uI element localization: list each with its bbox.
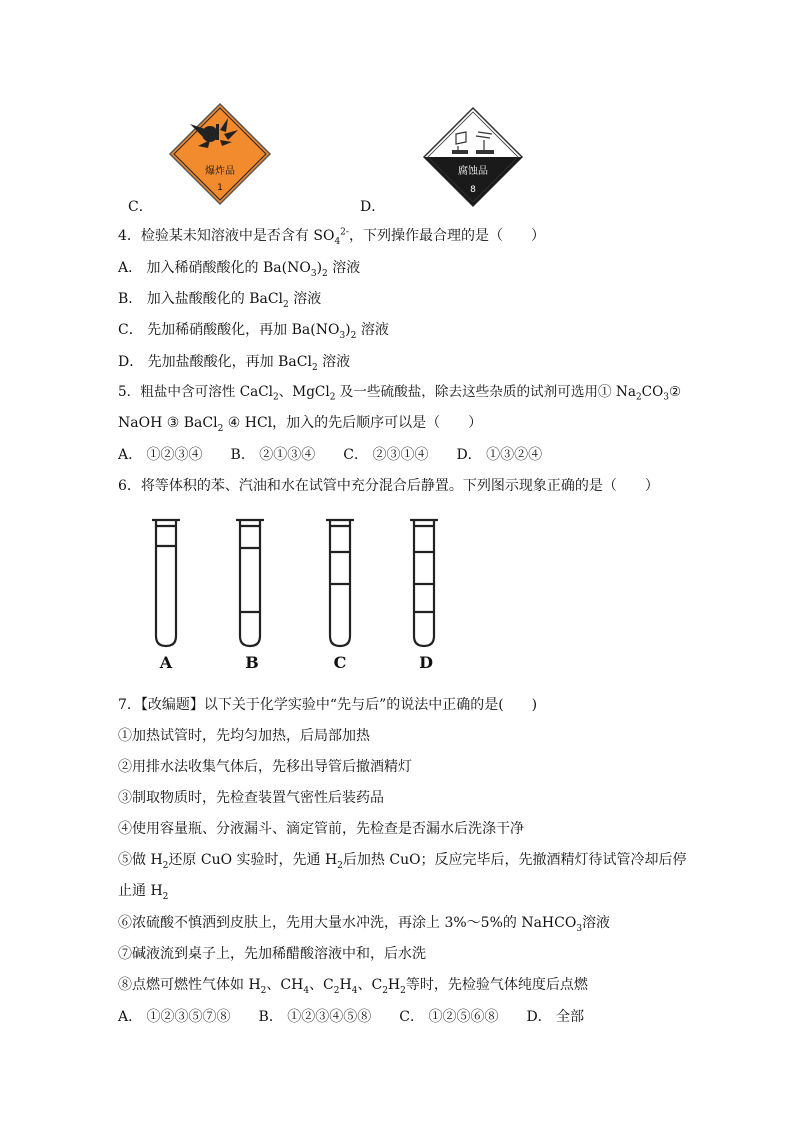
q4-stem-text-end: ，下列操作最合理的是（ ） — [348, 228, 545, 244]
q6-stem: 6．将等体积的苯、汽油和水在试管中充分混合后静置。下列图示现象正确的是（ ） — [118, 478, 659, 494]
q5-l1-s2: 2 — [329, 392, 336, 403]
tube-label-c: C — [333, 653, 347, 672]
q4-d-sub: 2 — [311, 362, 318, 373]
q4-c-paren: ) — [345, 322, 351, 338]
option-d-label: D． — [360, 199, 386, 215]
q5-l2-a: NaOH ③ BaCl — [118, 415, 218, 431]
q7-item-8 — [118, 975, 588, 995]
tube-label-b: B — [245, 653, 259, 672]
q4-a-end: 溶液 — [327, 260, 361, 276]
q4-option-c — [118, 320, 389, 340]
corrosive-sign-icon — [422, 106, 524, 208]
tube-b — [236, 520, 264, 646]
q7-i8-g: 等时，先检验气体纯度后点燃 — [405, 977, 588, 993]
q7-i5-s1: 2 — [162, 860, 169, 871]
q7-i5b-a: 止通 H — [118, 883, 163, 899]
q5-l2-b: ④ HCl，加入的先后顺序可以是（ ） — [223, 415, 483, 431]
q5-stem-line1 — [118, 382, 681, 402]
q7-item-5 — [118, 850, 687, 870]
q5-l1-a: 5．粗盐中含可溶性 CaCl — [118, 384, 273, 400]
q7-i8-s1: 2 — [260, 985, 267, 996]
q7-i8-a: ⑧点燃可燃性气体如 H — [118, 977, 261, 993]
q7-i8-e: 、C — [357, 977, 383, 993]
q7-item-7: ⑦碱液流到桌子上，先加稀醋酸溶液中和，后水洗 — [118, 946, 426, 962]
q4-b-text: B． 加入盐酸酸化的 BaCl — [118, 291, 284, 307]
q7-i8-s5: 2 — [382, 985, 388, 996]
q7-i5-a: ⑤做 H — [118, 852, 163, 868]
tube-label-d: D — [419, 653, 433, 672]
q4-stem-text: 4．检验某未知溶液中是否含有 SO — [118, 228, 335, 244]
q7-i8-s3: 2 — [333, 985, 340, 996]
q5-l2-s1: 2 — [217, 423, 224, 434]
q7-i5-c: 后加热 CuO；反应完毕后，先撤酒精灯待试管冷却后停 — [342, 852, 687, 868]
q4-c-sub2: 2 — [350, 330, 357, 341]
test-tubes-figure — [140, 516, 460, 672]
q7-item-2: ②用排水法收集气体后，先移出导管后撤酒精灯 — [118, 759, 412, 775]
q7-i8-s6: 2 — [400, 985, 406, 996]
q7-options: A． ①②③⑤⑦⑧ B． ①②③④⑤⑧ C． ①②⑤⑥⑧ D． 全部 — [118, 1009, 585, 1025]
q5-l1-s1: 2 — [272, 392, 279, 403]
q7-i8-s4: 4 — [351, 985, 358, 996]
q5-l1-e: ② — [668, 384, 682, 400]
q5-options: A． ①②③④ B． ②①③④ C． ②③①④ D． ①③②④ — [118, 447, 543, 463]
q7-i5-b: 还原 CuO 实验时，先通 H — [168, 852, 338, 868]
test-tubes-svg — [140, 516, 460, 672]
q7-i8-c: 、C — [309, 977, 334, 993]
q5-l1-b: 、MgCl — [278, 384, 330, 400]
q7-i6-s1: 3 — [576, 923, 583, 934]
q4-b-sub: 2 — [283, 299, 289, 310]
q4-a-sub2: 2 — [322, 268, 328, 279]
q7-i8-s2: 4 — [303, 985, 310, 996]
q5-l1-s3: 2 — [635, 392, 642, 403]
q4-a-sub: 3 — [310, 268, 317, 279]
q5-l1-s4: 3 — [663, 392, 669, 403]
q5-l1-c: 及一些硫酸盐，除去这些杂质的试剂可选用① Na — [335, 384, 636, 400]
q4-d-text: D． 先加盐酸酸化，再加 BaCl — [118, 354, 312, 370]
q7-item-3: ③制取物质时，先检查装置气密性后装药品 — [118, 790, 384, 806]
q4-b-end: 溶液 — [288, 291, 322, 307]
q4-option-b — [118, 289, 321, 309]
sign-c-number: 1 — [217, 183, 223, 193]
q7-i8-d: H — [339, 977, 352, 993]
tube-label-a: A — [159, 653, 173, 672]
q7-item-1: ①加热试管时，先均匀加热，后局部加热 — [118, 728, 370, 744]
sign-d-text: 腐蚀品 — [458, 166, 488, 177]
q7-i6-b: 溶液 — [582, 915, 611, 931]
q4-c-sub: 3 — [339, 330, 346, 341]
q7-i5b-s1: 2 — [162, 891, 169, 902]
q4-a-paren: ) — [316, 260, 323, 276]
q7-stem: 7．【改编题】以下关于化学实验中“先与后”的说法中正确的是( ) — [118, 697, 538, 713]
q4-d-end: 溶液 — [317, 354, 351, 370]
q4-c-end: 溶液 — [356, 322, 389, 338]
q7-i5-s2: 2 — [337, 860, 343, 871]
corrosive-sign — [422, 106, 524, 208]
q7-i6-a: ⑥浓硫酸不慎洒到皮肤上，先用大量水冲洗，再涂上 3%～5%的 NaHCO — [118, 915, 577, 931]
q7-item-4: ④使用容量瓶、分液漏斗、滴定管前，先检查是否漏水后洗涤干净 — [118, 821, 524, 837]
explosive-sign — [168, 102, 272, 206]
q5-l1-d: CO — [641, 384, 664, 400]
q7-item-5-cont — [118, 881, 168, 901]
sign-c-text: 爆炸品 — [205, 166, 235, 177]
q4-c-text: C． 先加稀硝酸酸化，再加 Ba(NO — [118, 322, 340, 338]
option-c-label: C． — [128, 199, 153, 215]
q4-stem-sup: 2- — [340, 227, 349, 238]
q5-stem-line2 — [118, 413, 482, 433]
sign-d-number: 8 — [470, 185, 476, 195]
q7-i8-b: 、CH — [266, 977, 304, 993]
q4-a-text: A． 加入稀硝酸酸化的 Ba(NO — [118, 260, 311, 276]
q7-i8-f: H — [387, 977, 401, 993]
q4-stem — [118, 226, 545, 246]
q4-stem-sub: 4 — [334, 236, 341, 247]
tube-a — [152, 520, 180, 646]
q7-item-6 — [118, 913, 610, 933]
explosive-sign-icon — [168, 102, 272, 206]
q4-option-a — [118, 258, 360, 278]
q4-option-d — [118, 352, 350, 372]
